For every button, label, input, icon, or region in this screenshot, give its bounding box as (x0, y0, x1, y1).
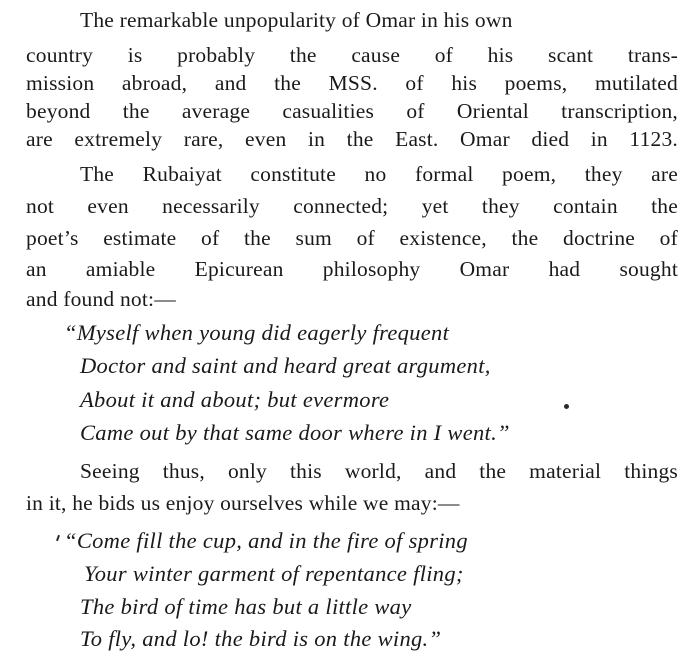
text-line: The remarkable unpopularity of Omar in his own (80, 8, 513, 32)
text-line: The Rubaiyat constitute no formal poem, they are (80, 162, 678, 186)
text-line: and found not:— (26, 287, 176, 311)
text-line: poet’s estimate of the sum of existence, the doctrine of (26, 226, 678, 250)
verse-line: The bird of time has but a little way (80, 594, 412, 619)
verse-line: Your winter garment of repentance fling; (84, 561, 464, 586)
text-line: an amiable Epicurean philosophy Omar had sought (26, 257, 678, 281)
text-line: not even necessarily connected; yet they contain the (26, 194, 678, 218)
text-line: in it, he bids us enjoy ourselves while we may:— (26, 491, 460, 515)
text-line: country is probably the cause of his scant trans- (26, 43, 678, 67)
verse-line: To fly, and lo! the bird is on the wing.” (80, 626, 442, 651)
verse-line: About it and about; but evermore (80, 387, 390, 412)
print-speck (564, 404, 569, 409)
print-mark (56, 535, 60, 541)
text-line: are extremely rare, even in the East. Omar died in 1123. (26, 127, 678, 151)
text-line: beyond the average casualities of Oriental transcription, (26, 99, 678, 123)
text-line: Seeing thus, only this world, and the material things (80, 459, 678, 483)
verse-line: Came out by that same door where in I went.” (80, 420, 510, 445)
verse-line: “Come fill the cup, and in the fire of spring (64, 528, 468, 553)
verse-line: Doctor and saint and heard great argument, (80, 353, 491, 378)
text-line: mission abroad, and the MSS. of his poems, mutilated (26, 71, 678, 95)
verse-line: “Myself when young did eagerly frequent (64, 320, 450, 345)
